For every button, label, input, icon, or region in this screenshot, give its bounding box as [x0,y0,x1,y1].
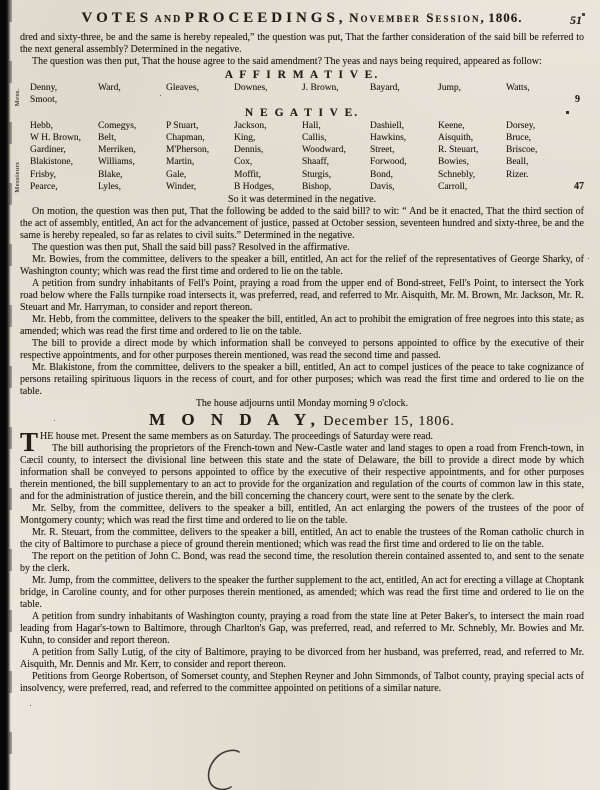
vote-column [370,82,438,106]
member-name: Keene, [438,121,465,132]
affirmative-count: 9 [575,94,580,106]
member-name: Briscoe, [506,145,538,156]
paragraph: The question was then put, Shall the said bill pass? Resolved in the affirmative. [32,241,350,253]
member-name: Pearce, [30,181,58,192]
member-name: Dennis, [234,145,264,156]
member-name: Cox, [234,157,253,168]
member-name: Davis, [370,181,395,192]
vote-column [506,82,574,106]
monday-heading-date: December 15, 1806. [323,413,455,429]
member-name: Hawkins, [370,133,407,144]
vote-column [98,82,166,106]
member-name: Denny, [30,83,58,93]
member-name: Dashiell, [370,121,405,132]
member-name: Dorsey, [506,121,536,132]
negative-list [14,120,584,193]
vote-column [30,120,98,193]
member-name: Bowies, [438,157,469,168]
member-name: Frisby, [30,169,57,180]
paragraph: dred and sixty-three, be and the same is hereby repealed,” the question was put, That the farther consideration of the said bill be referred to the next general assembly? Determined in the negative. [20,32,584,55]
member-name: Lyles, [98,181,121,192]
affirmative-columns [30,82,575,106]
paragraph: Mr. Hebb, from the committee, delivers to the speaker the bill, entitled, An act to prohibit the emigration of free negroes into this state, as amended; which was read the first time and ordered to lie on the table. [20,313,584,337]
header-year: 1806. [488,10,523,25]
member-name: Bruce, [506,133,532,144]
adjournment-line: The house adjourns until Monday morning 9 o'clock. [195,397,409,409]
affirmative-heading: A F F I R M A T I V E. [224,69,380,81]
drop-cap-initial: T [20,426,39,457]
vote-column [234,120,302,193]
vote-column [302,120,370,193]
negative-count: 47 [574,180,584,192]
affirmative-list [14,82,584,107]
vote-result-line: So it was determined in the negative. [227,193,377,205]
member-name: Jump, [438,83,461,93]
vote-column [166,82,234,106]
page-number: 51 [570,13,582,27]
member-name: Forwood, [370,157,407,168]
paragraph: Mr. Blakistone, from the committee, delivers to the speaker a bill, entitled, An act to compel justices of the peace to take cognizance of persons retailing spirituous liquors in the recess of court, and for other purposes; which was read the first time and ordered to lie on the table. [20,361,584,397]
member-name: P Stuart, [166,121,199,132]
member-name: Belt, [98,133,117,144]
affirmative-side-label: Mess. [14,88,21,107]
member-name: Callis, [302,133,327,144]
negative-heading: N E G A T I V E. [244,107,360,120]
member-name: Jackson, [234,121,267,132]
paragraph: Mr. Bowies, from the committee, delivers to the speaker a bill, entitled, An act for the relief of the representatives of George Sharky, of Washington county; which was read the first time and ordered to lie on the table. [20,253,584,277]
vote-column [370,120,438,193]
vote-column [438,82,506,106]
vote-section [14,69,584,206]
vote-column [438,120,506,193]
member-name: Rizer. [506,169,529,180]
handwritten-pen-mark [195,748,265,790]
member-name: Beall, [506,157,529,168]
member-name: Aisquith, [438,133,474,144]
page-header [20,12,584,26]
member-name: Woodward, [302,145,346,156]
member-name: Blakistone, [30,157,74,168]
member-name: Gale, [166,169,187,180]
member-name: King, [234,133,256,144]
paragraph: On motion, the question was then put, That the following be added to the said bill? to wit: “ And be it enacted, That the third section of the act of assembly, entitled, An act for the advancement of justice, passed at October session, seventeen hundred and sixty-three, be and the same is hereby repealed, so far as relates to civil suits.” Determined in the negative. [20,205,584,241]
member-name: Smoot, [30,95,58,106]
paragraph: Mr. Selby, from the committee, delivers to the speaker a bill, entitled, An act enlarging the powers of the trustees of the poor of Montgomery county; which was read the first time and ordered to lie on the table. [20,502,584,526]
member-name: Schnebly, [438,169,476,180]
member-name: Gardiner, [30,145,66,156]
member-name: J. Brown, [302,83,339,93]
header-session: November Session, [349,10,486,25]
member-name: Chapman, [166,133,205,144]
vote-column [30,82,98,106]
monday-proceedings [20,426,584,695]
member-name: Gleaves, [166,83,199,93]
monday-heading [20,409,584,429]
paragraph: The question was then put, That the house agree to the said amendment? The yeas and nays being required, appeared as follow: [32,56,542,67]
vote-column [302,82,370,106]
member-name: Bayard, [370,83,400,93]
member-name: Hall, [302,121,321,132]
paragraph: Mr. R. Steuart, from the committee, delivers to the speaker a bill, entitled, An act to enable the trustees of the Roman catholic church in the city of Baltimore to purchase a piece of ground therein mentioned; which was read the first time and ordered to lie on the table. [20,526,584,550]
member-name: Merriken, [98,145,136,156]
member-name: Bishop, [302,181,332,192]
monday-opening-paragraph [20,426,584,457]
vote-column [98,120,166,193]
paragraph: The bill to provide a direct mode by which information shall be conveyed to persons appointed to office by the executive of their respective appointments, and for other purposes therein mentioned, was read the second time and passed. [20,337,584,361]
header-title-votes: VOTES [81,10,153,26]
member-name: M'Pherson, [166,145,210,156]
member-name: Winder, [166,181,197,192]
member-name: W H. Brown, [30,133,82,144]
paragraph: Petitions from George Robertson, of Somerset county, and Stephen Reyner and John Simmonds, of Talbot county, praying special acts of insolvency, were preferred, read, and referred to the committee appointed on petitions of a similar nature. [20,670,584,694]
member-name: Shaaff, [302,157,329,168]
member-name: Williams, [98,157,135,168]
vote-column [506,120,574,193]
member-name: Bond, [370,169,393,180]
vote-column [166,120,234,193]
header-title-proceedings: PROCEEDINGS, [184,10,347,26]
member-name: Martin, [166,157,195,168]
header-title-and: AND [154,14,183,25]
monday-heading-day: M O N D A Y, [149,409,321,429]
monday-paragraphs [20,443,584,695]
member-name: Ward, [98,83,121,93]
member-name: Downes, [234,83,268,93]
member-name: Moffit, [234,169,262,180]
carryover-paragraphs [20,32,584,68]
member-name: Street, [370,145,395,156]
member-name: Sturgis, [302,169,332,180]
member-name: R. Steuart, [438,145,479,156]
paragraph: A petition from sundry inhabitants of Fell's Point, praying a road from the upper end of Bond-street, Fell's Point, to intersect the York road below where the Falls turnpike road intersects it, was preferred, read, and referred to Mr. Aisquith, Mr. M. Brown, Mr. Jackson, Mr. R. Steuart and Mr. Harryman, to consider and report thereon. [20,277,584,313]
member-name: Blake, [98,169,123,180]
vote-column [234,82,302,106]
member-name: Watts, [506,83,530,93]
paragraph: A petition from sundry inhabitants of Washington county, praying a road from the state line at Peter Baker's, to intersect the main road leading from Hagar's-town to Baltimore, through Charlton's Gap, was preferred, read, and referred to Mr. Schnebly, Mr. Bowies and Mr. Kuhn, to consider and report thereon. [20,610,584,646]
monday-opening-text: HE house met. Present the same members as on Saturday. The proceedings of Saturday were read. [40,430,433,442]
saturday-proceedings [20,206,584,398]
paragraph: A petition from Sally Lutig, of the city of Baltimore, praying to be divorced from her husband, was preferred, read, and referred to Mr. Aisquith, Mr. Dennis and Mr. Kerr, to consider and report thereon. [20,646,584,670]
negative-side-label: Messieurs [14,161,21,193]
member-name: B Hodges, [234,181,275,192]
negative-columns [30,120,574,193]
paragraph: Mr. Jump, from the committee, delivers to the speaker the further supplement to the act, entitled, An act for erecting a village at Choptank bridge, in Caroline county, and for other purposes therein mentioned, as amended; which was read the first time and ordered to lie on the table. [20,574,584,610]
paragraph: The bill authorising the proprietors of the French-town and New-Castle water and land stages to open a road from French-town, in Cæcil county, to intersect the divisional line between this state and the state of Delaware, the bill to provide a direct mode by which information shall be conveyed to persons appointed to office by the executive of their respective appointments, and for other purposes therein mentioned, the bill supplementary to an act to provide for the organization and regulation of the courts of common law in this state, and for the administration of justice therein, and the bill concerning the chancery court, were sent to the senate by the clerk. [20,442,584,502]
member-name: Hebb, [30,121,53,132]
member-name: Carroll, [438,181,468,192]
member-name: Comegys, [98,121,137,132]
paragraph: The report on the petition of John C. Bond, was read the second time, the resolution therein contained assented to, and sent to the senate by the clerk. [20,550,584,574]
